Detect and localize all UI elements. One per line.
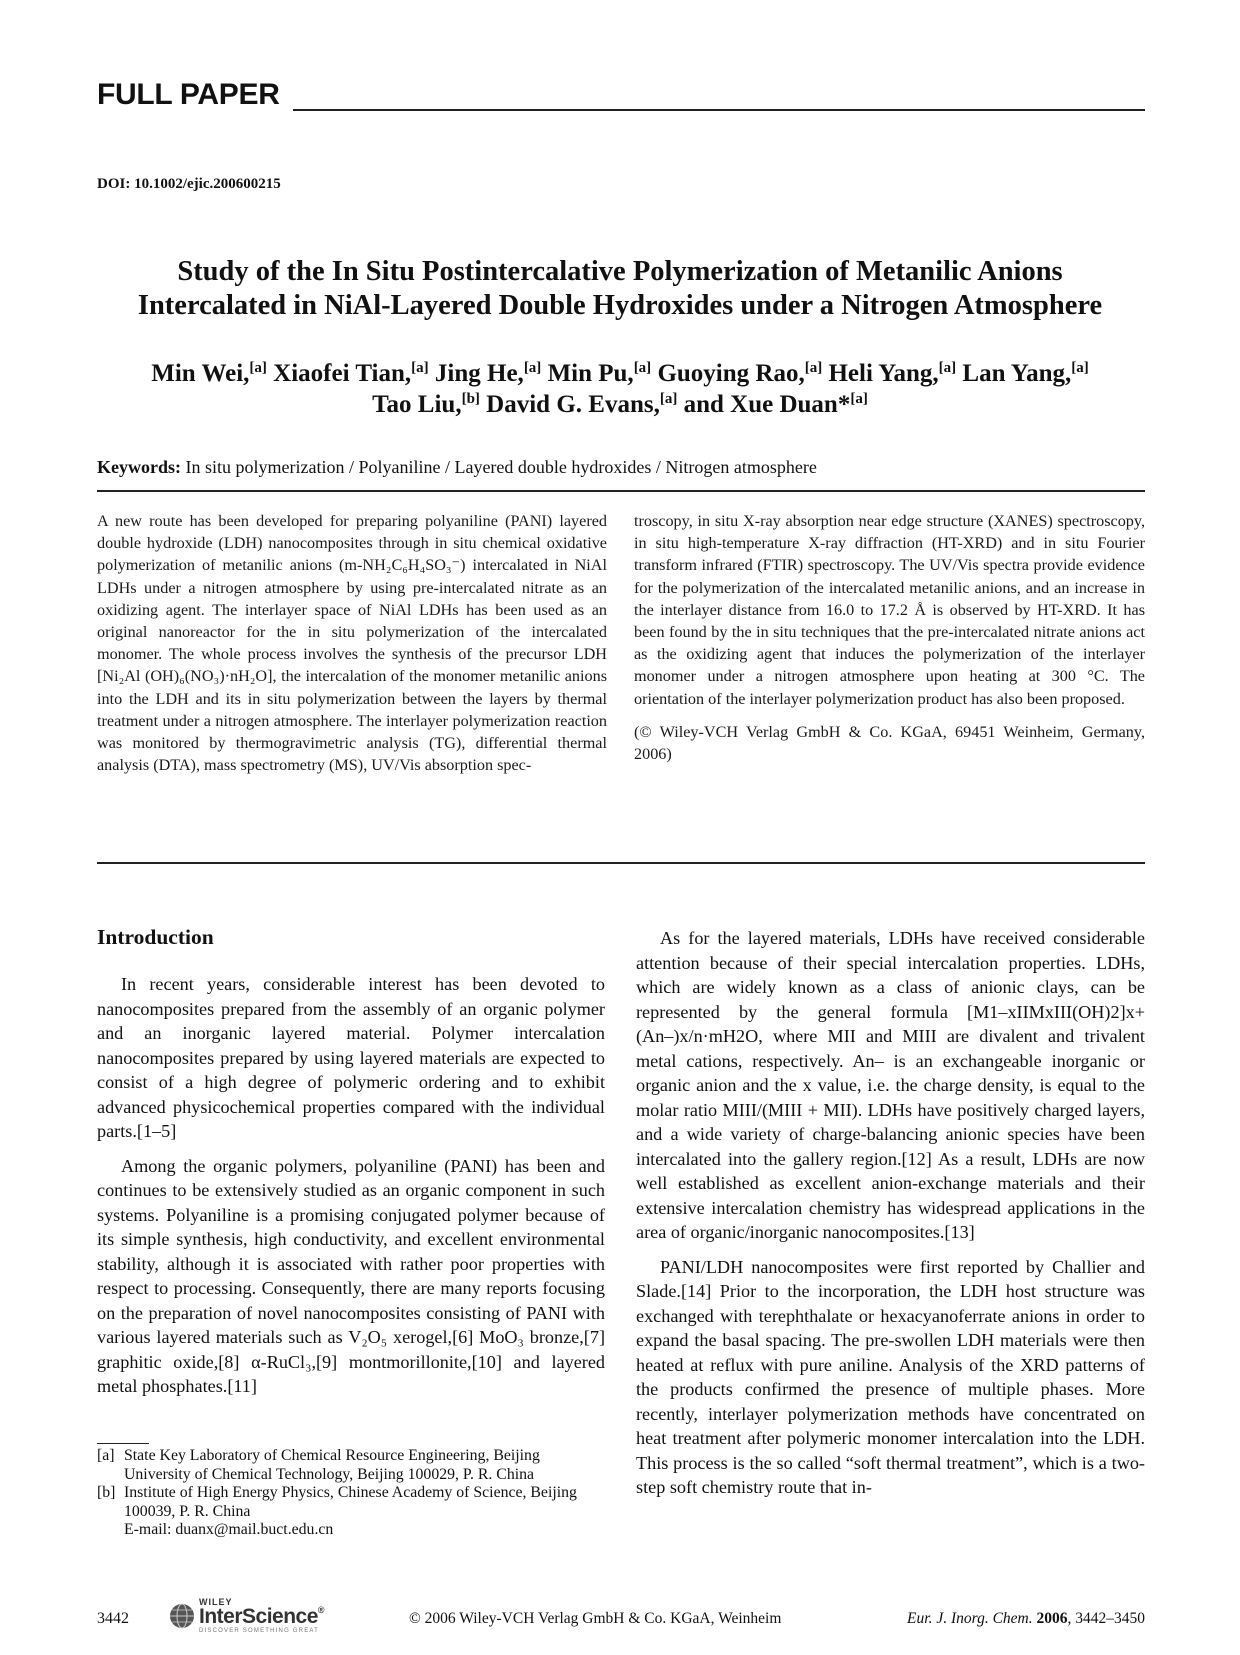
abstract-left	[97, 510, 607, 776]
author-list	[60, 358, 1180, 420]
authors-line-1	[60, 358, 1180, 389]
intro-paragraph: As for the layered materials, LDHs have received considerable attention because of their special intercalation properties. LDHs, which are widely known as a class of anionic clays, can be represented by the general formula [M1–xIIMxIII(OH)2]x+(An–)x/n·mH2O, where MII and MIII are divalent and trivalent metal cations, respectively. An– is an exchangeable inorganic or organic anion and the x value, i.e. the charge density, is equal to the molar ratio MIII/(MIII + MII). LDHs have positively charged layers, and a wide variety of charge-balancing anionic species have been intercalated into the gallery region.[12] As a result, LDHs are now well established as excellent anion-exchange materials and their extensive intercalation chemistry has widespread applications in the area of organic/inorganic nanocomposites.[13]	[636, 928, 1145, 1242]
full-paper-header	[97, 78, 1145, 114]
header-rule	[293, 109, 1145, 111]
introduction-heading: Introduction	[97, 925, 214, 949]
article-title	[60, 255, 1180, 323]
abstract-bottom-rule	[97, 862, 1145, 864]
footnote-a: [a] State Key Laboratory of Chemical Resource Engineering, Beijing University of Chemical Technology, Beijing 100029, P. R. China	[97, 1447, 540, 1483]
journal-citation	[907, 1610, 1145, 1628]
title-line-1: Study of the In Situ Postintercalative Polymerization of Metanilic Anions	[177, 256, 1063, 287]
abstract-right-text: troscopy, in situ X-ray absorption near edge structure (XANES) spectroscopy, in situ high-temperature X-ray diffraction (HT-XRD) and in situ Fourier transform infrared (FTIR) spectroscopy. The UV/Vis spectra provide evidence for the polymerization of the intercalated metanilic anions, and an increase in the interlayer distance from 16.0 to 17.2 Å is observed by HT-XRD. It has been found by the in situ techniques that the pre-intercalated nitrate anions act as the oxidizing agent that induces the polymerization of the interlayer monomer under a nitrogen atmosphere upon heating at 300 °C. The orientation of the interlayer polymerization product has also been proposed.	[634, 512, 1145, 708]
abstract-left-text: A new route has been developed for preparing polyaniline (PANI) layered double hydroxide (LDH) nanocomposites through in situ chemical oxidative polymerization of metanilic anions (m-NH₂C₆H₄SO₃⁻) intercalated in NiAl LDHs under a nitrogen atmosphere by using pre-intercalated nitrate as an oxidizing agent. The interlayer space of NiAl LDHs has been used as an original nanoreactor for the in situ polymerization of the intercalated monomer. The whole process involves the synthesis of the precursor LDH [Ni₂Al (OH)₆(NO₃)·nH₂O], the intercalation of the monomer metanilic anions into the LDH and its in situ polymerization between the layers by thermal treatment under a nitrogen atmosphere. The interlayer polymerization reaction was monitored by thermogravimetric analysis (TG), differential thermal analysis (DTA), mass spectrometry (MS), UV/Vis absorption spec-	[97, 512, 607, 775]
abstract-top-rule	[97, 490, 1145, 492]
affiliation-footnotes	[97, 1447, 605, 1540]
abstract-right	[634, 510, 1145, 765]
logo-wiley: WILEY	[199, 1597, 233, 1607]
abstract-copyright: (© Wiley-VCH Verlag GmbH & Co. KGaA, 69451 Weinheim, Germany, 2006)	[634, 722, 1145, 764]
author: Min Pu,[a]	[547, 360, 652, 387]
author: Jing He,[a]	[434, 360, 542, 387]
interscience-logo[interactable]	[169, 1598, 339, 1636]
page-footer	[97, 1598, 1145, 1638]
journal-name: Eur. J. Inorg. Chem.	[907, 1610, 1033, 1627]
journal-pages: , 3442–3450	[1067, 1610, 1145, 1627]
author: and Xue Duan*[a]	[683, 391, 868, 418]
intro-paragraph: Among the organic polymers, polyaniline (PANI) has been and continues to be extensively studied as an organic component in such systems. Polyaniline is a promising conjugated polymer because of its simple synthesis, high conductivity, and excellent environmental stability, although it is associated with rather poor properties with respect to processing. Consequently, there are many reports focusing on the preparation of novel nanocomposites consisting of PANI with various layered materials such as V₂O₅ xerogel,[6] MoO₃ bronze,[7] graphitic oxide,[8] α-RuCl₃,[9] montmorillonite,[10] and layered metal phosphates.[11]	[97, 1155, 605, 1396]
intro-paragraph: PANI/LDH nanocomposites were first reported by Challier and Slade.[14] Prior to the incorporation, the LDH host structure was exchanged with terephthalate or hexacyanoferrate anions in order to expand the basal spacing. The pre-swollen LDH materials were then heated at reflux with pure aniline. Analysis of the XRD patterns of the products confirmed the presence of multiple phases. More recently, interlayer polymerization methods have concentrated on heat treatment after polymeric monomer intercalation into the LDH. This process is the so called “soft thermal treatment”, which is a two-step soft chemistry route that in-	[636, 1256, 1145, 1497]
keywords	[97, 457, 817, 478]
keywords-text: In situ polymerization / Polyaniline / Layered double hydroxides / Nitrogen atmosphere	[185, 457, 817, 477]
author: Xiaofei Tian,[a]	[273, 360, 429, 387]
keywords-label: Keywords:	[97, 457, 181, 477]
journal-year: 2006	[1036, 1610, 1068, 1627]
intro-left-column	[97, 972, 605, 1399]
author: Min Wei,[a]	[151, 360, 267, 387]
footnote-email[interactable]: E-mail: duanx@mail.buct.edu.cn	[124, 1521, 334, 1539]
intro-right-column	[636, 926, 1145, 1500]
author: Guoying Rao,[a]	[657, 360, 823, 387]
authors-line-2	[60, 389, 1180, 420]
page-number: 3442	[97, 1610, 129, 1627]
section-label: FULL PAPER	[97, 78, 280, 111]
logo-tagline: DISCOVER SOMETHING GREAT	[199, 1628, 320, 1634]
title-line-2: Intercalated in NiAl-Layered Double Hydroxides under a Nitrogen Atmosphere	[137, 290, 1103, 321]
intro-paragraph: In recent years, considerable interest has been devoted to nanocomposites prepared from the assembly of an organic polymer and an inorganic layered material. Polymer intercalation nanocomposites prepared by using layered materials are expected to consist of a high degree of polymeric ordering and to exhibit advanced physicochemical properties compared with the individual parts.[1–5]	[97, 974, 605, 1141]
author: Heli Yang,[a]	[828, 360, 957, 387]
logo-brand: InterScience®	[199, 1605, 325, 1628]
footnote-b: [b] Institute of High Energy Physics, Chinese Academy of Science, Beijing 100039, P. R. China	[97, 1484, 577, 1520]
doi[interactable]: DOI: 10.1002/ejic.200600215	[97, 176, 281, 192]
footnote-rule	[97, 1443, 149, 1444]
author: Tao Liu,[b]	[372, 391, 480, 418]
author: David G. Evans,[a]	[486, 391, 678, 418]
footer-copyright: © 2006 Wiley-VCH Verlag GmbH & Co. KGaA, Weinheim	[409, 1610, 782, 1627]
author: Lan Yang,[a]	[962, 360, 1089, 387]
globe-icon	[169, 1603, 195, 1629]
